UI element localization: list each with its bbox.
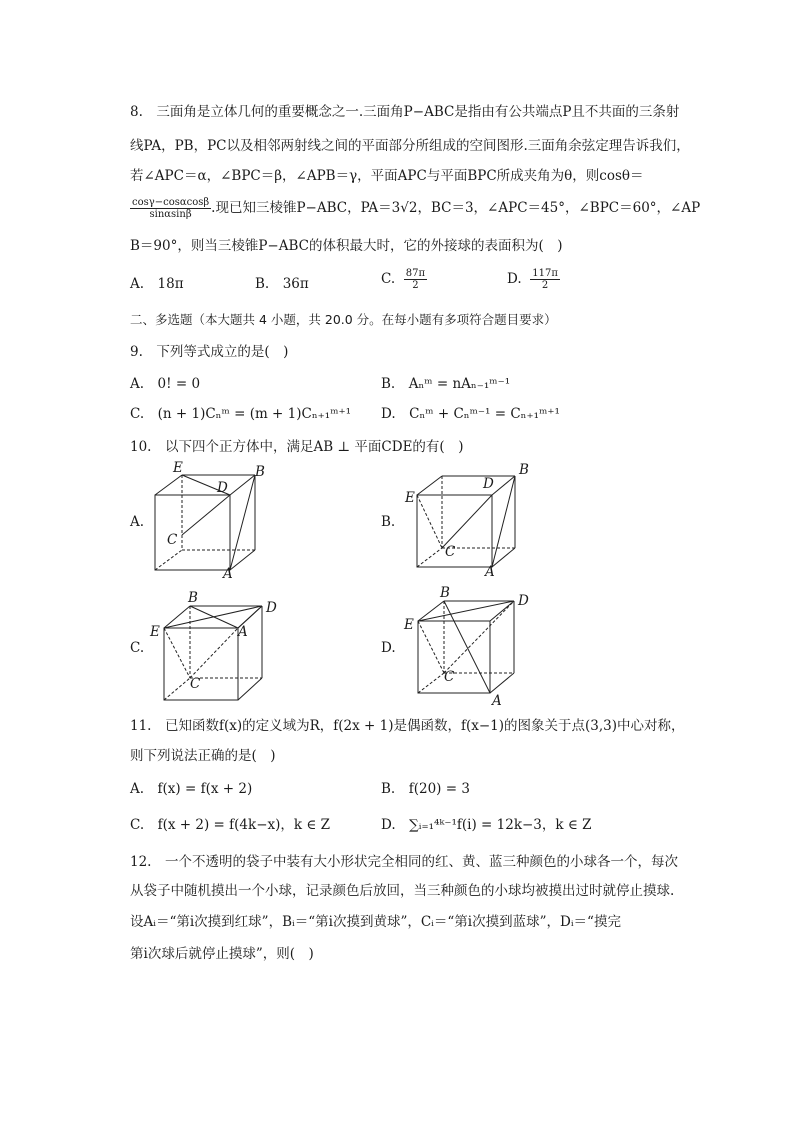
q12-line-1: 12. 一个不透明的袋子中装有大小形状完全相同的红、黄、蓝三种颜色的小球各一个，每次 — [130, 854, 678, 870]
point-a: A — [492, 693, 502, 709]
point-b: B — [188, 590, 198, 606]
point-d: D — [518, 593, 529, 609]
point-a: A — [223, 566, 233, 582]
q8-line-2: 线PA，PB，PC以及相邻两射线之间的平面部分所组成的空间图形.三面角余弦定理告诉我们， — [130, 138, 690, 154]
cube-figure-c — [150, 588, 280, 706]
q8-option-d-label: D. — [507, 271, 522, 287]
q8-line-3: 若∠APC＝α，∠BPC＝β，∠APB＝γ，平面APC与平面BPC所成夹角为θ，则cosθ＝ — [130, 168, 644, 184]
point-c: C — [444, 669, 455, 685]
point-e: E — [150, 624, 160, 640]
cube-figure-a — [145, 458, 275, 583]
q8-line-4-text: .现已知三棱锥P−ABC，PA＝3√2，BC＝3，∠APC＝45°，∠BPC＝60°，∠AP — [211, 200, 701, 216]
q8-option-d-fraction — [530, 268, 560, 291]
q11-option-d: D. ∑ᵢ₌₁⁴ᵏ⁻¹f(i) = 12k−3，k ∈ Z — [381, 817, 592, 833]
point-a: A — [485, 564, 495, 580]
q11-line-2: 则下列说法正确的是( ) — [130, 748, 276, 764]
point-d: D — [217, 480, 228, 496]
point-c: C — [190, 676, 201, 692]
q8-option-d — [507, 268, 560, 291]
q8-line-4 — [130, 197, 700, 220]
figure-b-label: B. — [381, 514, 396, 530]
point-b: B — [440, 585, 450, 601]
option-c-numerator: 87π — [405, 268, 426, 279]
q12-line-3: 设Aᵢ＝“第i次摸到红球”，Bᵢ＝“第i次摸到黄球”，Cᵢ＝“第i次摸到蓝球”，Dᵢ＝“摸完 — [130, 914, 621, 930]
q11-option-c: C. f(x + 2) = f(4k−x)，k ∈ Z — [130, 817, 331, 833]
q9-stem: 9. 下列等式成立的是( ) — [130, 344, 289, 360]
section-heading: 二、多选题（本大题共 4 小题，共 20.0 分。在每小题有多项符合题目要求） — [130, 312, 557, 327]
point-e: E — [404, 617, 414, 633]
q8-option-c-fraction — [404, 268, 427, 291]
fraction-numerator: cosγ−cosαcosβ — [132, 197, 210, 208]
q9-option-a: A. 0! = 0 — [130, 376, 201, 392]
cube-figure-d — [400, 585, 535, 707]
option-d-denominator: 2 — [541, 280, 549, 291]
q12-line-2: 从袋子中随机摸出一个小球，记录颜色后放回，当三种颜色的小球均被摸出过时就停止摸球. — [130, 883, 675, 899]
cos-theta-fraction — [130, 197, 211, 220]
q11-option-b: B. f(20) = 3 — [381, 781, 470, 797]
point-a: A — [238, 624, 248, 640]
q8-option-c — [381, 268, 427, 291]
point-c: C — [445, 544, 456, 560]
point-b: B — [255, 464, 265, 480]
figure-a-label: A. — [130, 514, 145, 530]
q11-line-1: 11. 已知函数f(x)的定义域为R，f(2x + 1)是偶函数，f(x−1)的图象关于点(3,3)中心对称， — [130, 718, 685, 734]
q8-option-a: A. 18π — [130, 276, 184, 292]
point-b: B — [519, 462, 529, 478]
point-c: C — [167, 532, 178, 548]
figure-d-label: D. — [381, 640, 396, 656]
q12-line-4: 第i次球后就停止摸球”，则( ) — [130, 946, 314, 962]
q8-option-b: B. 36π — [255, 276, 309, 292]
point-e: E — [173, 460, 183, 476]
point-d: D — [483, 476, 494, 492]
q10-stem: 10. 以下四个正方体中，满足AB ⊥ 平面CDE的有( ) — [130, 439, 464, 455]
figure-c-label: C. — [130, 640, 145, 656]
q9-option-d: D. Cₙᵐ + Cₙᵐ⁻¹ = Cₙ₊₁ᵐ⁺¹ — [381, 406, 560, 422]
point-d: D — [266, 600, 277, 616]
q8-line-5: B＝90°，则当三棱锥P−ABC的体积最大时，它的外接球的表面积为( ) — [130, 238, 563, 254]
q9-option-c: C. (n + 1)Cₙᵐ = (m + 1)Cₙ₊₁ᵐ⁺¹ — [130, 406, 352, 422]
q8-option-c-label: C. — [381, 271, 396, 287]
option-d-numerator: 117π — [532, 268, 558, 279]
q11-option-a: A. f(x) = f(x + 2) — [130, 781, 253, 797]
cube-figure-b — [405, 462, 535, 580]
point-e: E — [405, 490, 415, 506]
q9-option-b: B. Aₙᵐ = nAₙ₋₁ᵐ⁻¹ — [381, 376, 511, 392]
option-c-denominator: 2 — [412, 280, 419, 291]
q8-line-1: 8. 三面角是立体几何的重要概念之一.三面角P−ABC是指由有公共端点P且不共面的三条射 — [130, 104, 680, 120]
fraction-denominator: sinαsinβ — [149, 209, 192, 220]
